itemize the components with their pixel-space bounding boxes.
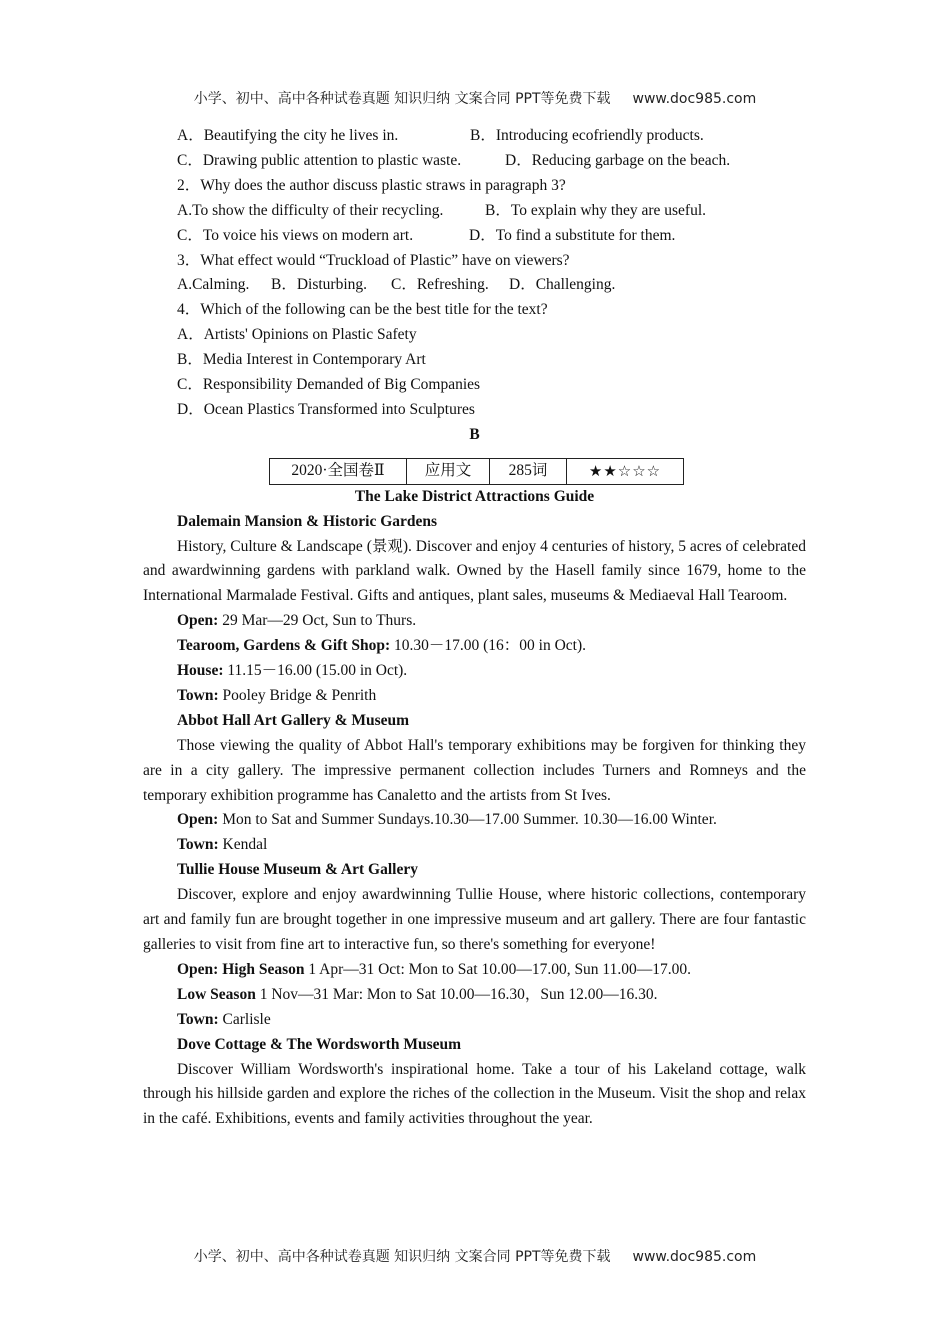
info-difficulty-rating: ★★☆☆☆ [567, 458, 684, 484]
q3-option-c: C．Refreshing. [391, 276, 489, 294]
town-value: Kendal [218, 836, 268, 854]
document-body [143, 124, 806, 1132]
question-4-stem: 4．Which of the following can be the best title for the text? [177, 301, 548, 319]
q4-option-c: C．Responsibility Demanded of Big Companies [177, 376, 481, 394]
opening-value: Mon to Sat and Summer Sundays.10.30—17.00 Summer. 10.30—16.00 Winter. [218, 811, 717, 829]
question-1-options-row-1 [143, 124, 806, 149]
town-info [143, 684, 806, 709]
question-1-options-row-2 [143, 149, 806, 174]
town-info [143, 833, 806, 858]
town-value: Pooley Bridge & Penrith [218, 686, 377, 704]
attraction-name: Tullie House Museum & Art Gallery [177, 861, 418, 879]
attraction-name: Abbot Hall Art Gallery & Museum [177, 711, 410, 729]
info-genre: 应用文 [407, 458, 490, 484]
house-label: House: [177, 662, 224, 680]
info-source: 2020·全国卷Ⅱ [270, 458, 407, 484]
opening-value: 1 Apr—31 Oct: Mon to Sat 10.00—17.00, Sun 11.00—17.00. [304, 960, 691, 978]
passage-info-table [269, 458, 684, 485]
attraction-description: Discover William Wordsworth's inspirational home. Take a tour of his Lakeland cottage, walk through his hillside garden and explore the riches of the collection in the Museum. Visit the shop and relax in the café. Exhibitions, events and family activities throughout the year. [143, 1060, 806, 1128]
q4-option-b: B．Media Interest in Contemporary Art [177, 351, 426, 369]
town-value: Carlisle [218, 1010, 271, 1028]
question-2-options-row-2 [143, 224, 806, 249]
footer-promo-text: 小学、初中、高中各种试卷真题 知识归纳 文案合同 PPT等免费下载 [193, 1249, 611, 1265]
page-header-banner [0, 88, 950, 108]
question-2-options-row-1 [143, 199, 806, 224]
house-hours [143, 659, 806, 684]
attraction-description: Discover, explore and enjoy awardwinning Tullie House, where historic collections, contemporary art and family fun are brought together in one impressive museum and art gallery. There are four fantastic galleries to visit from fine art to interactive fun, so there's something for everyone! [143, 886, 806, 953]
tearoom-label: Tearoom, Gardens & Gift Shop: [177, 637, 391, 655]
town-label: Town: [177, 686, 219, 704]
section-letter: B [469, 425, 480, 443]
question-3-stem: 3．What effect would “Truckload of Plastic” have on viewers? [177, 251, 570, 269]
low-season-info [143, 983, 806, 1008]
attraction-description: Those viewing the quality of Abbot Hall's temporary exhibitions may be forgiven for thinking they are in a city gallery. The impressive permanent collection includes Turners and Romneys and the temporary exhibition programme has Canaletto and the artists from St Ives. [143, 736, 806, 804]
info-word-count: 285词 [490, 458, 567, 484]
low-season-value: 1 Nov—31 Mar: Mon to Sat 10.00—16.30，Sun 12.00—16.30. [255, 985, 658, 1003]
question-2-stem: 2．Why does the author discuss plastic straws in paragraph 3? [177, 176, 566, 194]
attraction-name: Dalemain Mansion & Historic Gardens [177, 512, 438, 530]
passage-title: The Lake District Attractions Guide [354, 487, 595, 505]
attraction-description: History, Culture & Landscape (景观). Discover and enjoy 4 centuries of history, 5 acres of celebrated and awardwinning gardens with parkland walk. Owned by the Hasell family since 1679, home to the International Marmalade Festival. Gifts and antiques, plant sales, museums & Mediaeval Hall Tearoom. [143, 537, 806, 605]
page-footer-banner [0, 1246, 950, 1266]
opening-label: Open: [177, 811, 219, 829]
opening-info [143, 609, 806, 634]
q3-option-d: D．Challenging. [509, 276, 616, 294]
q1-option-b: B．Introducing ecofriendly products. [470, 127, 704, 144]
tearoom-value: 10.30－17.00 (16：00 in Oct). [390, 637, 587, 655]
house-value: 11.15－16.00 (15.00 in Oct). [223, 662, 408, 680]
q1-option-a: A．Beautifying the city he lives in. [177, 127, 399, 144]
opening-label: Open: [177, 612, 219, 630]
opening-info [143, 958, 806, 983]
q4-option-a: A．Artists' Opinions on Plastic Safety [177, 326, 417, 344]
q4-option-d: D．Ocean Plastics Transformed into Sculptures [177, 400, 475, 418]
footer-website[interactable]: www.doc985.com [632, 1249, 757, 1265]
town-label: Town: [177, 836, 219, 854]
opening-value: 29 Mar—29 Oct, Sun to Thurs. [218, 612, 417, 630]
q2-option-a: A.To show the difficulty of their recycling. [177, 201, 444, 219]
q3-option-a: A.Calming. [177, 276, 250, 294]
q3-option-b: B．Disturbing. [271, 276, 368, 294]
opening-label: Open: High Season [177, 960, 305, 978]
q1-option-c: C．Drawing public attention to plastic waste. [177, 151, 462, 169]
low-season-label: Low Season [177, 985, 256, 1003]
opening-info [143, 808, 806, 833]
attraction-name: Dove Cottage & The Wordsworth Museum [177, 1035, 462, 1053]
town-label: Town: [177, 1010, 219, 1028]
header-website[interactable]: www.doc985.com [632, 91, 757, 107]
tearoom-hours [143, 634, 806, 659]
q2-option-d: D．To find a substitute for them. [469, 226, 676, 244]
q2-option-c: C．To voice his views on modern art. [177, 226, 414, 244]
town-info [143, 1008, 806, 1033]
q1-option-d: D．Reducing garbage on the beach. [505, 151, 731, 169]
question-3-options [143, 273, 806, 298]
header-promo-text: 小学、初中、高中各种试卷真题 知识归纳 文案合同 PPT等免费下载 [193, 91, 611, 107]
q2-option-b: B．To explain why they are useful. [485, 201, 707, 219]
